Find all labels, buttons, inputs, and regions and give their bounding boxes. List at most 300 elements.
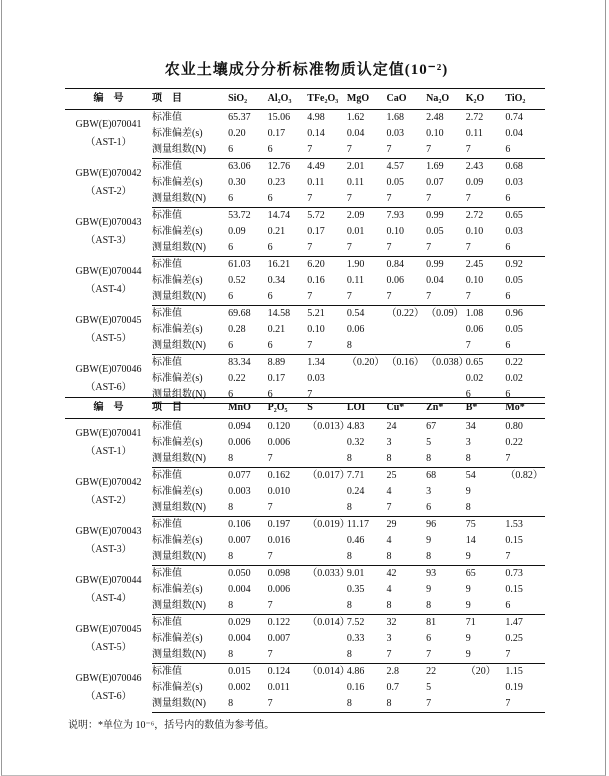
value-cell: 5.21 bbox=[307, 308, 325, 319]
value-cell: 0.30 bbox=[228, 177, 246, 188]
value-cell: 0.04 bbox=[426, 275, 444, 286]
table-row bbox=[65, 566, 545, 583]
value-cell: 5 bbox=[426, 682, 432, 693]
row-label: 测量组数(N) bbox=[152, 598, 228, 615]
row-label: 标准偏差(s) bbox=[152, 437, 203, 448]
value-cell: 0.23 bbox=[267, 177, 286, 188]
sample-name: （AST-5） bbox=[85, 333, 132, 344]
sample-name: （AST-1） bbox=[85, 446, 132, 458]
value-cell: 65 bbox=[465, 568, 476, 579]
value-cell bbox=[426, 371, 466, 387]
value-cell: 6 bbox=[505, 240, 545, 257]
value-cell: 0.17 bbox=[267, 128, 286, 139]
value-cell: 7 bbox=[505, 696, 545, 713]
value-cell: 8 bbox=[387, 598, 427, 615]
value-cell: 7 bbox=[268, 647, 308, 664]
value-cell: 0.25 bbox=[505, 633, 523, 644]
value-cell: 7 bbox=[466, 240, 506, 257]
value-cell: 2.8 bbox=[386, 666, 399, 677]
value-cell: 7 bbox=[268, 500, 308, 517]
value-cell bbox=[426, 338, 466, 355]
value-cell: 7 bbox=[466, 191, 506, 208]
value-cell bbox=[347, 371, 387, 387]
value-cell: 0.06 bbox=[386, 275, 404, 286]
value-cell: 7.71 bbox=[346, 470, 365, 481]
value-cell: 71 bbox=[465, 617, 476, 628]
value-cell: 8 bbox=[347, 500, 387, 517]
value-cell: 7 bbox=[347, 142, 387, 159]
value-cell: 7 bbox=[505, 647, 545, 664]
value-cell: 0.10 bbox=[307, 324, 325, 335]
value-cell: 6 bbox=[505, 191, 545, 208]
value-cell: 9 bbox=[466, 598, 506, 615]
value-cell: 4.49 bbox=[307, 161, 325, 172]
row-label: 标准偏差(s) bbox=[152, 373, 203, 384]
value-cell: （0.014） bbox=[307, 617, 350, 628]
sample-id-cell bbox=[65, 257, 152, 306]
value-cell: 0.99 bbox=[426, 259, 444, 270]
row-label: 标准偏差(s) bbox=[152, 177, 203, 188]
value-cell: 0.05 bbox=[386, 177, 404, 188]
value-cell: 0.002 bbox=[228, 682, 251, 693]
value-cell: 29 bbox=[386, 519, 397, 530]
table-row bbox=[65, 306, 545, 323]
value-cell: 0.84 bbox=[386, 259, 404, 270]
value-cell: 34 bbox=[465, 421, 476, 432]
value-cell: 0.006 bbox=[228, 437, 251, 448]
column-header: Zn* bbox=[426, 398, 466, 419]
value-cell: 81 bbox=[426, 617, 437, 628]
value-cell: 7 bbox=[505, 451, 545, 468]
value-cell: （0.033） bbox=[307, 568, 350, 579]
table-row bbox=[65, 615, 545, 632]
value-cell: 1.62 bbox=[346, 112, 365, 123]
row-label: 测量组数(N) bbox=[152, 289, 228, 306]
value-cell: 0.20 bbox=[228, 128, 246, 139]
value-cell: 8 bbox=[387, 549, 427, 566]
row-label: 标准值 bbox=[152, 161, 183, 172]
value-cell: 24 bbox=[386, 421, 397, 432]
value-cell: 0.016 bbox=[267, 535, 291, 546]
value-cell: （0.22） bbox=[386, 308, 424, 319]
value-cell: 42 bbox=[386, 568, 397, 579]
value-cell: （0.20） bbox=[346, 357, 385, 368]
value-cell: 32 bbox=[386, 617, 397, 628]
value-cell: 67 bbox=[426, 421, 437, 432]
table-row bbox=[65, 419, 545, 436]
column-header: 编 号 bbox=[65, 89, 152, 110]
row-label: 测量组数(N) bbox=[152, 549, 228, 566]
column-header: MgO bbox=[347, 89, 387, 110]
value-cell: 7 bbox=[426, 142, 466, 159]
value-cell: 4.57 bbox=[386, 161, 404, 172]
value-cell: 8 bbox=[387, 451, 427, 468]
sample-code: GBW(E)070042 bbox=[75, 477, 142, 488]
table-row bbox=[65, 355, 545, 372]
value-cell: 1.34 bbox=[307, 357, 325, 368]
value-cell: 6 bbox=[505, 598, 545, 615]
row-label: 标准值 bbox=[152, 470, 183, 481]
value-cell: 2.72 bbox=[465, 210, 484, 221]
value-cell bbox=[505, 500, 545, 517]
value-cell: 0.197 bbox=[267, 519, 291, 530]
sample-id-cell bbox=[65, 306, 152, 355]
column-header: K₂O bbox=[466, 89, 506, 110]
row-label: 标准偏差(s) bbox=[152, 584, 203, 595]
value-cell: 4.86 bbox=[346, 666, 365, 677]
value-cell: 6 bbox=[228, 142, 268, 159]
value-cell: 7 bbox=[268, 696, 308, 713]
sample-code: GBW(E)070045 bbox=[75, 315, 142, 326]
value-cell: 0.122 bbox=[267, 617, 291, 628]
value-cell: 4.98 bbox=[307, 112, 325, 123]
value-cell: 9 bbox=[466, 647, 506, 664]
value-cell: （0.013） bbox=[307, 421, 350, 432]
column-header: Al₂O₃ bbox=[268, 89, 308, 110]
value-cell: 9 bbox=[466, 549, 506, 566]
value-cell: 14 bbox=[465, 535, 476, 546]
value-cell: 4 bbox=[386, 535, 392, 546]
value-cell: 6 bbox=[426, 500, 466, 517]
value-cell: 8 bbox=[347, 549, 387, 566]
value-cell: 8 bbox=[347, 451, 387, 468]
value-cell: 8 bbox=[466, 451, 506, 468]
column-header: Cu* bbox=[387, 398, 427, 419]
table-row bbox=[65, 468, 545, 485]
value-cell: 9 bbox=[465, 633, 471, 644]
value-cell: 7 bbox=[387, 647, 427, 664]
value-cell: 7 bbox=[387, 191, 427, 208]
value-cell: 9 bbox=[426, 535, 432, 546]
value-cell: 8.89 bbox=[267, 357, 286, 368]
sample-code: GBW(E)070043 bbox=[75, 526, 142, 537]
value-cell: 0.06 bbox=[465, 324, 484, 335]
row-label: 标准值 bbox=[152, 519, 183, 530]
row-label: 标准值 bbox=[152, 308, 183, 319]
value-cell: 0.28 bbox=[228, 324, 246, 335]
header-row bbox=[65, 398, 545, 419]
value-cell: 14.58 bbox=[267, 308, 291, 319]
value-cell: 0.65 bbox=[465, 357, 484, 368]
value-cell: 9.01 bbox=[346, 568, 365, 579]
value-cell: 7 bbox=[387, 500, 427, 517]
value-cell: 0.09 bbox=[228, 226, 246, 237]
value-cell: 0.92 bbox=[505, 259, 523, 270]
value-cell: 0.015 bbox=[228, 666, 251, 677]
value-cell: 0.15 bbox=[505, 584, 523, 595]
sample-code: GBW(E)070041 bbox=[75, 428, 142, 440]
value-cell: 9 bbox=[465, 486, 471, 497]
value-cell: 7 bbox=[466, 338, 506, 355]
value-cell: 0.17 bbox=[267, 373, 286, 384]
value-cell: 0.74 bbox=[505, 112, 523, 123]
row-label: 标准偏差(s) bbox=[152, 226, 203, 237]
table-row bbox=[65, 257, 545, 274]
value-cell: 5.72 bbox=[307, 210, 325, 221]
sample-code: GBW(E)070045 bbox=[75, 624, 142, 635]
value-cell: 1.08 bbox=[465, 308, 484, 319]
value-cell: 6 bbox=[268, 338, 308, 355]
value-cell: 0.11 bbox=[307, 177, 325, 188]
value-cell: 0.06 bbox=[346, 324, 365, 335]
value-cell: 5 bbox=[426, 437, 432, 448]
value-cell: 0.32 bbox=[346, 437, 365, 448]
value-cell: 0.34 bbox=[267, 275, 286, 286]
value-cell: 3 bbox=[386, 633, 392, 644]
column-header: S bbox=[307, 398, 347, 419]
value-cell: 8 bbox=[426, 549, 466, 566]
value-cell bbox=[466, 696, 506, 713]
value-cell: 0.24 bbox=[346, 486, 365, 497]
value-cell: 8 bbox=[228, 451, 268, 468]
value-cell bbox=[426, 322, 466, 338]
value-cell: 53.72 bbox=[228, 210, 251, 221]
column-header: B* bbox=[466, 398, 506, 419]
value-cell: 0.04 bbox=[505, 128, 523, 139]
value-cell: 9 bbox=[465, 584, 471, 595]
value-cell: 7 bbox=[307, 191, 347, 208]
value-cell: 6 bbox=[228, 338, 268, 355]
table-row bbox=[65, 517, 545, 534]
value-cell: 7 bbox=[426, 240, 466, 257]
row-label: 标准值 bbox=[152, 210, 183, 221]
sample-code: GBW(E)070041 bbox=[75, 119, 142, 131]
value-cell: 65.37 bbox=[228, 112, 251, 123]
value-cell bbox=[387, 371, 427, 387]
value-cell: 0.10 bbox=[465, 275, 484, 286]
value-cell bbox=[307, 582, 347, 598]
sample-id-cell bbox=[65, 110, 152, 159]
sample-code: GBW(E)070044 bbox=[75, 266, 142, 277]
value-cell: 0.09 bbox=[465, 177, 484, 188]
value-cell: 1.15 bbox=[505, 666, 523, 677]
value-cell: 7 bbox=[268, 451, 308, 468]
sample-name: （AST-5） bbox=[85, 642, 132, 653]
value-cell: 0.004 bbox=[228, 633, 251, 644]
value-cell: 0.007 bbox=[267, 633, 291, 644]
row-label: 标准偏差(s) bbox=[152, 128, 203, 139]
value-cell bbox=[307, 696, 347, 713]
column-header: TiO₂ bbox=[505, 89, 545, 110]
value-cell: 0.029 bbox=[228, 617, 251, 628]
value-cell: 2.48 bbox=[426, 112, 444, 123]
value-cell bbox=[387, 338, 427, 355]
value-cell: （0.038） bbox=[426, 357, 469, 368]
row-label: 测量组数(N) bbox=[152, 500, 228, 517]
value-cell: 8 bbox=[347, 338, 387, 355]
value-cell: 4.83 bbox=[346, 421, 365, 432]
value-cell: 0.46 bbox=[346, 535, 365, 546]
value-cell: 7 bbox=[347, 240, 387, 257]
value-cell: 0.02 bbox=[465, 373, 484, 384]
value-cell: 3 bbox=[465, 437, 471, 448]
column-header: 项 目 bbox=[152, 89, 228, 110]
header-row bbox=[65, 89, 545, 110]
value-cell: 0.098 bbox=[267, 568, 291, 579]
table-row bbox=[65, 110, 545, 127]
value-cell: 0.52 bbox=[228, 275, 246, 286]
value-cell: 0.05 bbox=[426, 226, 444, 237]
value-cell: 0.106 bbox=[228, 519, 251, 530]
value-cell: （0.82） bbox=[505, 470, 543, 481]
value-cell: 0.96 bbox=[505, 308, 523, 319]
value-cell: 0.21 bbox=[267, 324, 286, 335]
value-cell: 0.65 bbox=[505, 210, 523, 221]
value-cell: 8 bbox=[387, 696, 427, 713]
value-cell: 0.21 bbox=[267, 226, 286, 237]
row-label: 标准偏差(s) bbox=[152, 324, 203, 335]
value-cell: 0.120 bbox=[267, 421, 291, 432]
value-cell bbox=[307, 598, 347, 615]
value-cell: 0.011 bbox=[267, 682, 290, 693]
value-cell: （0.019） bbox=[307, 519, 350, 530]
value-cell: 54 bbox=[465, 470, 476, 481]
row-label: 测量组数(N) bbox=[152, 451, 228, 468]
sample-code: GBW(E)070042 bbox=[75, 168, 142, 179]
value-cell: 0.68 bbox=[505, 161, 523, 172]
table-row bbox=[65, 208, 545, 225]
sample-name: （AST-2） bbox=[85, 186, 132, 197]
value-cell bbox=[466, 680, 506, 696]
value-cell: 0.11 bbox=[346, 177, 365, 188]
value-cell: 0.094 bbox=[228, 421, 251, 432]
value-cell: 8 bbox=[426, 451, 466, 468]
footnote: 说明：*单位为 10⁻⁶，括号内的数值为参考值。 bbox=[68, 720, 275, 731]
value-cell: 8 bbox=[228, 598, 268, 615]
table-row bbox=[65, 664, 545, 681]
value-cell: 0.03 bbox=[505, 177, 523, 188]
value-cell: 7 bbox=[347, 191, 387, 208]
value-cell bbox=[307, 647, 347, 664]
value-cell: 6.20 bbox=[307, 259, 325, 270]
value-cell: 1.90 bbox=[346, 259, 365, 270]
value-cell: 0.10 bbox=[465, 226, 484, 237]
sample-name: （AST-4） bbox=[85, 284, 132, 295]
value-cell: 7 bbox=[466, 142, 506, 159]
value-cell: 7 bbox=[307, 240, 347, 257]
value-cell: 7 bbox=[426, 647, 466, 664]
value-cell: 0.15 bbox=[505, 535, 523, 546]
sample-name: （AST-6） bbox=[85, 691, 132, 702]
row-label: 测量组数(N) bbox=[152, 142, 228, 159]
value-cell: 1.69 bbox=[426, 161, 444, 172]
column-header: 项 目 bbox=[152, 398, 228, 419]
value-cell: 8 bbox=[228, 500, 268, 517]
value-cell: 16.21 bbox=[267, 259, 291, 270]
value-cell: 7 bbox=[426, 289, 466, 306]
value-cell: 0.04 bbox=[346, 128, 365, 139]
row-label: 标准值 bbox=[152, 421, 183, 432]
value-cell: 7 bbox=[347, 289, 387, 306]
row-label: 标准偏差(s) bbox=[152, 275, 203, 286]
row-label: 标准值 bbox=[152, 666, 183, 677]
value-cell: 25 bbox=[386, 470, 397, 481]
value-cell: 61.03 bbox=[228, 259, 251, 270]
sample-id-cell bbox=[65, 615, 152, 664]
value-cell: 7 bbox=[466, 289, 506, 306]
value-cell: 0.006 bbox=[267, 584, 291, 595]
value-cell: 7 bbox=[307, 142, 347, 159]
value-cell bbox=[307, 435, 347, 451]
row-label: 测量组数(N) bbox=[152, 338, 228, 355]
value-cell bbox=[307, 680, 347, 696]
value-cell: 4 bbox=[386, 584, 392, 595]
value-cell: 8 bbox=[466, 500, 506, 517]
value-cell: 75 bbox=[465, 519, 476, 530]
row-label: 标准偏差(s) bbox=[152, 535, 203, 546]
value-cell: 0.03 bbox=[386, 128, 404, 139]
row-label: 测量组数(N) bbox=[152, 696, 228, 713]
value-cell bbox=[307, 549, 347, 566]
value-cell: 0.03 bbox=[307, 373, 325, 384]
value-cell: （0.014） bbox=[307, 666, 350, 677]
column-header: P₂O₅ bbox=[268, 398, 308, 419]
value-cell: 0.22 bbox=[228, 373, 246, 384]
column-header: CaO bbox=[387, 89, 427, 110]
sample-name: （AST-6） bbox=[85, 382, 132, 393]
value-cell: 7 bbox=[307, 387, 347, 404]
value-cell: 0.003 bbox=[228, 486, 251, 497]
sample-id-cell bbox=[65, 517, 152, 566]
value-cell: 0.35 bbox=[346, 584, 365, 595]
value-cell: 4 bbox=[386, 486, 392, 497]
value-cell: 7 bbox=[505, 549, 545, 566]
value-cell: 0.11 bbox=[465, 128, 483, 139]
value-cell: 0.19 bbox=[505, 682, 523, 693]
row-label: 标准值 bbox=[152, 568, 183, 579]
sample-name: （AST-4） bbox=[85, 593, 132, 604]
value-cell: 0.02 bbox=[505, 373, 523, 384]
document-page bbox=[1, 0, 606, 776]
value-cell: 7 bbox=[426, 696, 466, 713]
value-cell: 8 bbox=[228, 549, 268, 566]
value-cell: 2.43 bbox=[465, 161, 484, 172]
value-cell: 96 bbox=[426, 519, 437, 530]
value-cell: 0.010 bbox=[267, 486, 291, 497]
value-cell: 6 bbox=[426, 633, 432, 644]
value-cell: 7.93 bbox=[386, 210, 404, 221]
value-cell bbox=[387, 322, 427, 338]
value-cell: 6 bbox=[466, 387, 506, 404]
value-cell: 6 bbox=[228, 289, 268, 306]
value-cell: 0.7 bbox=[386, 682, 399, 693]
column-header: LOI bbox=[347, 398, 387, 419]
value-cell: 12.76 bbox=[267, 161, 291, 172]
value-cell: 1.47 bbox=[505, 617, 523, 628]
value-cell: 6 bbox=[268, 387, 308, 404]
row-label: 标准值 bbox=[152, 259, 183, 270]
value-cell: 0.10 bbox=[386, 226, 404, 237]
value-cell: 1.68 bbox=[386, 112, 404, 123]
row-label: 测量组数(N) bbox=[152, 647, 228, 664]
value-cell: 0.99 bbox=[426, 210, 444, 221]
column-header: TFe₂O₃ bbox=[307, 89, 347, 110]
value-cell: 0.22 bbox=[505, 437, 523, 448]
sample-id-cell bbox=[65, 208, 152, 257]
value-cell: 0.006 bbox=[267, 437, 291, 448]
value-cell: 0.10 bbox=[426, 128, 444, 139]
value-cell: 0.007 bbox=[228, 535, 251, 546]
value-cell: 0.03 bbox=[505, 226, 523, 237]
value-cell: 8 bbox=[228, 647, 268, 664]
value-cell: 6 bbox=[505, 142, 545, 159]
value-cell: （0.16） bbox=[386, 357, 424, 368]
value-cell: 0.01 bbox=[346, 226, 365, 237]
value-cell: 0.17 bbox=[307, 226, 325, 237]
value-cell bbox=[307, 631, 347, 647]
row-label: 测量组数(N) bbox=[152, 191, 228, 208]
value-cell: 8 bbox=[228, 696, 268, 713]
